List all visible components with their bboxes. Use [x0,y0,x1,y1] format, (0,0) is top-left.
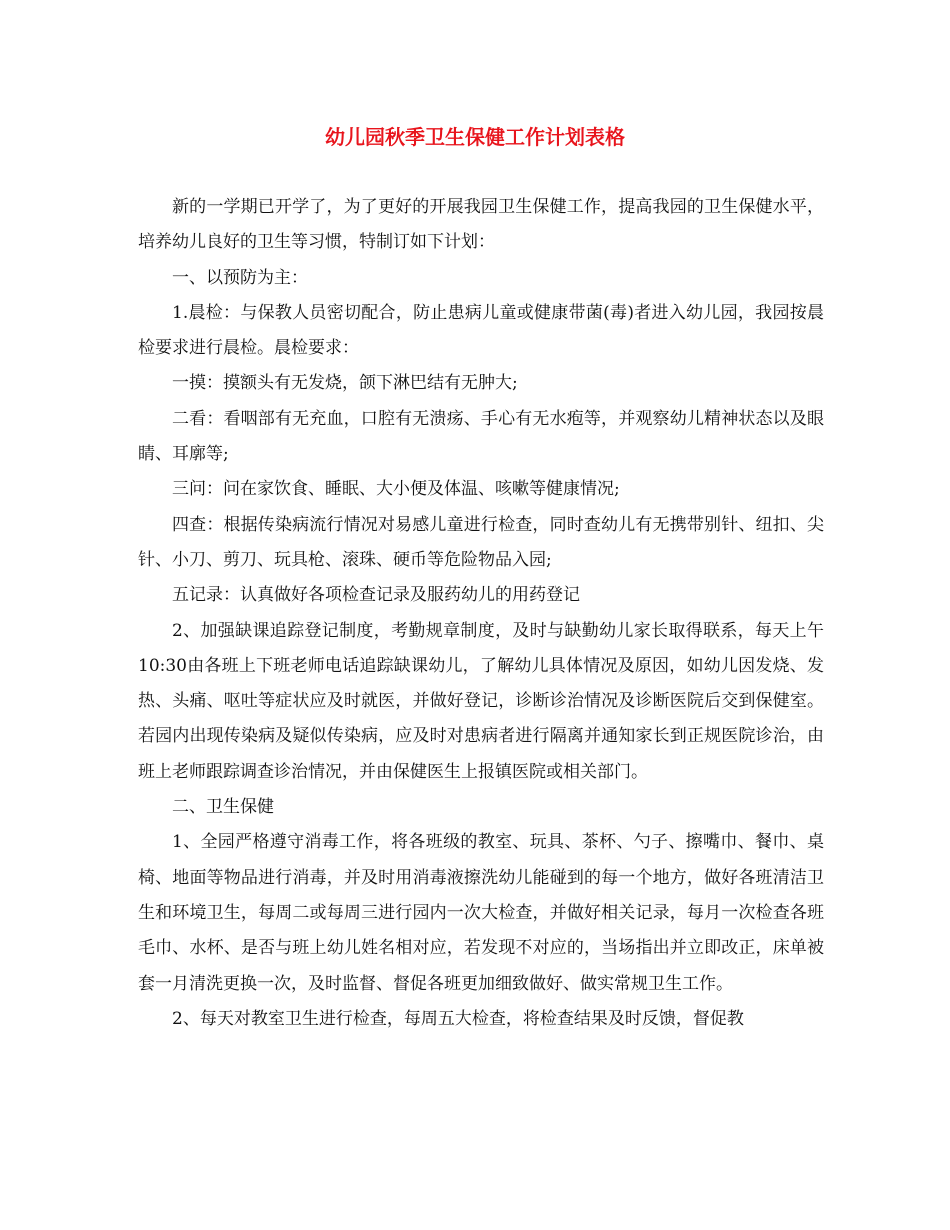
paragraph: 五记录：认真做好各项检查记录及服药幼儿的用药登记 [172,585,580,606]
paragraph: 二看：看咽部有无充血，口腔有无溃疡、手心有无水疱等，并观察幼儿精神状态以及眼睛、耳廓等; [138,408,824,465]
document-body [138,190,824,1037]
paragraph: 1、全园严格遵守消毒工作，将各班级的教室、玩具、茶杯、勺子、擦嘴巾、餐巾、桌椅、地面等物品进行消毒，并及时用消毒液擦洗幼儿能碰到的每一个地方，做好各班清洁卫生和环境卫生，每周二或每周三进行园内一次大检查，并做好相关记录，每月一次检查各班毛巾、水杯、是否与班上幼儿姓名相对应，若发现不对应的，当场指出并立即改正，床单被套一月清洗更换一次，及时监督、督促各班更加细致做好、做实常规卫生工作。 [138,832,824,994]
paragraph: 新的一学期已开学了，为了更好的开展我园卫生保健工作，提高我园的卫生保健水平，培养幼儿良好的卫生等习惯，特制订如下计划： [138,197,824,253]
paragraph: 2、加强缺课追踪登记制度，考勤规章制度，及时与缺勤幼儿家长取得联系，每天上午10:30由各班上下班老师电话追踪缺课幼儿，了解幼儿具体情况及原因，如幼儿因发烧、发热、头痛、呕吐等症状应及时就医，并做好登记，诊断诊治情况及诊断医院后交到保健室。若园内出现传染病及疑似传染病，应及时对患病者进行隔离并通知家长到正规医院诊治，由班上老师跟踪调查诊治情况，并由保健医生上报镇医院或相关部门。 [138,620,824,782]
section-heading: 二、卫生保健 [172,797,274,818]
paragraph: 1.晨检：与保教人员密切配合，防止患病儿童或健康带菌(毒)者进入幼儿园，我园按晨检要求进行晨检。晨检要求： [138,302,824,359]
section-heading: 一、以预防为主： [172,267,308,288]
paragraph: 四查：根据传染病流行情况对易感儿童进行检查，同时查幼儿有无携带别针、纽扣、尖针、小刀、剪刀、玩具枪、滚珠、硬币等危险物品入园; [138,514,824,570]
paragraph: 一摸：摸额头有无发烧，颌下淋巴结有无肿大; [172,373,518,394]
paragraph: 三问：问在家饮食、睡眠、大小便及体温、咳嗽等健康情况; [172,479,620,500]
paragraph: 2、每天对教室卫生进行检查，每周五大检查，将检查结果及时反馈，督促教 [172,1008,744,1029]
document-title: 幼儿园秋季卫生保健工作计划表格 [325,125,625,149]
